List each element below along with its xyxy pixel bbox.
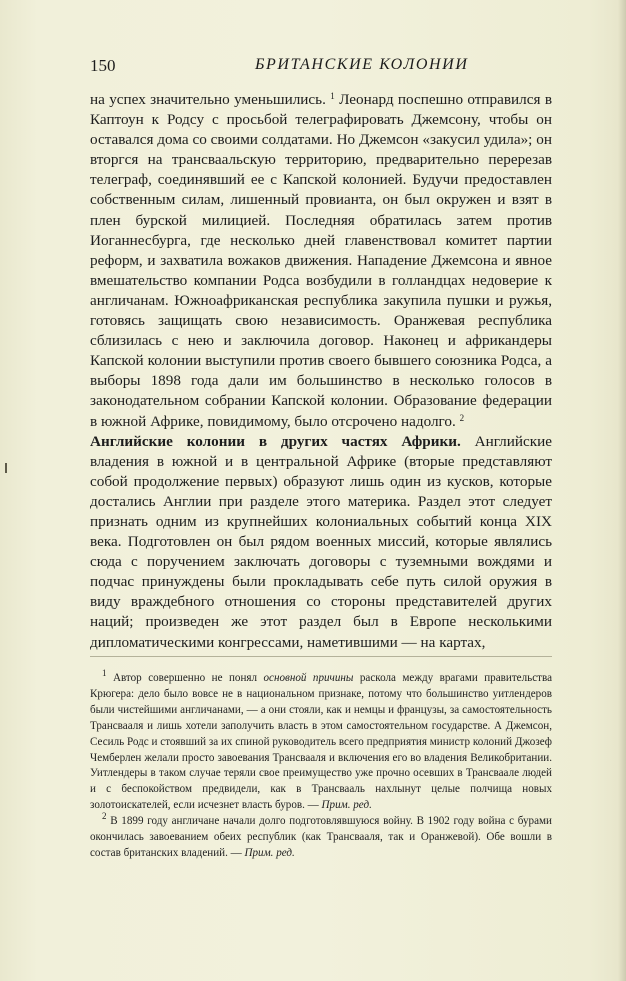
footnote-text: раскола между врагами правительства Крюгера: дело было вовсе не в национальном признаке, потому что большинство уитлендеров были чистейшими англичанами, — а они стояли, как и немцы и французы, за самостоятельность Трансвааля и лишь хотели заполучить власть в этом самостоятельном государстве. А Джемсон, Сесиль Родс и стоявший за их спиной руководитель всего предприятия министр колоний Джозеф Чемберлен желали просто завоевания Трансвааля и включения его во владения Великобритании. Уитлендеры в таком случае теряли свое преимущество уже прочно осевших в Трансваале людей и с беспокойством предвидели, как в Трансвааль нахлынут целые полчища новых золотоискателей, если исчезнет власть буров. — (90, 672, 552, 812)
footnote (90, 811, 552, 862)
editor-note: Прим. ред. (321, 799, 372, 812)
footnote-reference: 1 (330, 91, 335, 101)
footnote-divider (90, 656, 552, 657)
footnote-text: В 1899 году англичане начали долго подготовлявшуюся войну. В 1902 году война с бурами окончилась завоеванием обеих республик (как Трансвааля, так и Оранжевой). Обе вошли в состав британских владений. — (90, 815, 552, 859)
paragraph (90, 90, 552, 432)
paragraph-text: Английские владения в южной и в центральной Африке (вторые представляют собой продолжение первых) образуют лишь один из кусков, которые достались Англии при разделе этого материка. Раздел этот следует признать одним из крупнейших колониальных событий конца XIX века. Подготовлен он был рядом военных миссий, которые являлись сюда с поручением заключать договоры с туземными вождями и подчас принуждены были прокладывать себе путь силой оружия в виду враждебного отношения со стороны представителей других наций; произведен же этот раздел был в Европе несколькими дипломатическими конгрессами, наметившими — на картах, (90, 432, 552, 651)
page-edge-shadow (618, 0, 626, 981)
footnote-text: Автор совершенно не понял (106, 672, 264, 684)
running-title: БРИТАНСКИЕ КОЛОНИИ (255, 56, 469, 73)
page-header (90, 56, 550, 80)
section-heading: Английские колонии в других частях Африки. (90, 432, 461, 450)
main-text (90, 90, 552, 653)
paragraph-text: на успех значительно уменьшились. (90, 91, 331, 108)
footnote-reference: 2 (459, 412, 465, 423)
editor-note: Прим. ред. (244, 846, 295, 859)
footnote (90, 668, 552, 814)
paragraph (90, 432, 552, 653)
footnote-emphasis: основной причины (263, 672, 354, 684)
binding-mark (5, 463, 7, 473)
page-number: 150 (90, 56, 116, 75)
footnote-mark: 1 (102, 668, 107, 678)
paragraph-text: Леонард поспешно отправился в Каптоун к Родсу с просьбой телеграфировать Джемсону, чтобы он оставался дома со своими солдатами. Но Джемсон «закусил удила»; он вторгся на трансваальскую территорию, предварительно перерезав телеграф, соединявший ее с Капской колонией. Будучи предоставлен собственным силам, лишенный провианта, он был окружен и взят в плен бурской милицией. Последняя обратилась затем против Иоганнесбурга, где несколько дней главенствовал комитет партии реформ, и захватила вожаков движения. Нападение Джемсона и явное вмешательство компании Родса возбудили в голландцах недоверие к англичанам. Южноафриканская республика закупила пушки и ружья, готовясь защищать свою независимость. Оранжевая республика сблизилась с нею и заключила договор. Наконец и африкандеры Капской колонии выступили против своего бывшего союзника Родса, а выборы 1898 года дали им большинство в несколько голосов в законодательном собрании Капской колонии. Образование федерации в южной Африке, повидимому, было отсрочено надолго. (90, 91, 552, 430)
footnotes (90, 668, 552, 862)
footnote-mark: 2 (102, 811, 107, 822)
